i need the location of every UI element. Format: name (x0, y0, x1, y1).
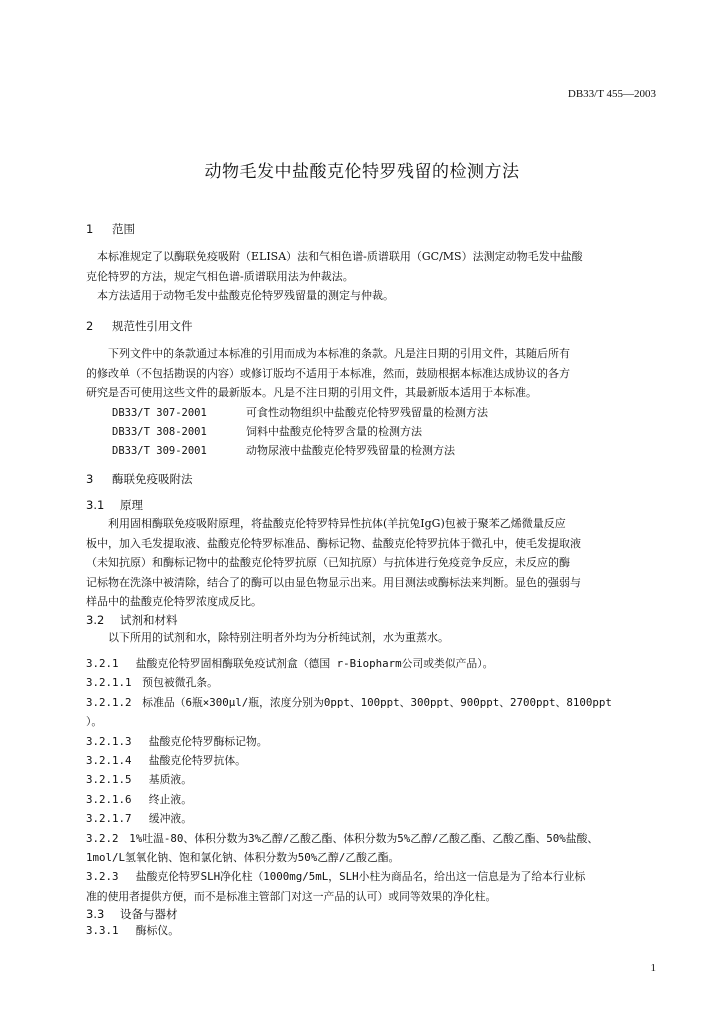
reference-item (112, 442, 455, 458)
paragraph-line: 记标物在洗涤中被清除，结合了的酶可以由显色物显示出来。用目测法或酶标法来判断。显色的强弱与 (86, 575, 581, 589)
section-1-body (86, 247, 658, 306)
paragraph-line: 样品中的盐酸克伦特罗浓度成反比。 (86, 595, 262, 609)
paragraph-line: 以下所用的试剂和水，除特别注明者外均为分析纯试剂，水为重蒸水。 (86, 631, 449, 644)
list-item: 3.2.1.7 缓冲液。 (86, 812, 192, 826)
list-item: 3.2.3 盐酸克伦特罗SLH净化柱（1000mg/5mL，SLH小柱为商品名，给出这一信息是为了给本行业标 (86, 870, 586, 884)
page-title: 动物毛发中盐酸克伦特罗残留的检测方法 (204, 162, 520, 182)
paragraph-line: 下列文件中的条款通过本标准的引用而成为本标准的条款。凡是注日期的引用文件，其随后所有 (86, 347, 570, 360)
section-title: 规范性引用文件 (112, 319, 193, 333)
list-item: 3.3.1 酶标仪。 (86, 924, 179, 937)
section-3-2-intro (86, 628, 658, 648)
list-item: 3.2.1.1 预包被微孔条。 (86, 676, 218, 690)
reference-name: 可食性动物组织中盐酸克伦特罗残留量的检测方法 (246, 406, 488, 419)
section-number: 3.3 (86, 907, 105, 921)
list-item: 3.2.1.2 标准品（6瓶×300μl/瓶，浓度分别为0ppt、100ppt、300ppt、900ppt、2700ppt、8100ppt (86, 695, 612, 709)
paragraph-line: 板中，加入毛发提取液、盐酸克伦特罗标准品、酶标记物、盐酸克伦特罗抗体于微孔中，使毛发提取液 (86, 536, 581, 550)
reference-item (112, 404, 488, 420)
paragraph-line: 研究是否可使用这些文件的最新版本。凡是不注日期的引用文件，其最新版本适用于本标准。 (86, 386, 537, 400)
section-1-heading (86, 221, 135, 237)
list-item: 3.2.2 1%吐温-80、体积分数为3%乙醇/乙酸乙酯、体积分数为5%乙醇/乙酸乙酯、乙酸乙酯、50%盐酸、 (86, 831, 599, 845)
list-item: 准的使用者提供方便，而不是标准主管部门对这一产品的认可）或同等效果的净化柱。 (86, 889, 497, 903)
section-3-3-heading (86, 906, 178, 922)
paragraph-line: （未知抗原）和酶标记物中的盐酸克伦特罗抗原（已知抗原）与抗体进行免疫竞争反应，未反应的酶 (86, 556, 570, 570)
paragraph-line: 的修改单（不包括勘误的内容）或修订版均不适用于本标准，然而，鼓励根据本标准达成协议的各方 (86, 366, 570, 380)
section-title: 范围 (112, 222, 135, 236)
reference-item (112, 423, 422, 439)
paragraph-line: 克伦特罗的方法，规定气相色谱-质谱联用法为仲裁法。 (86, 269, 354, 283)
section-3-1-body (86, 514, 658, 612)
section-number: 2 (86, 319, 94, 333)
list-item: 3.2.1 盐酸克伦特罗固相酶联免疫试剂盒（德国 r-Biopharm公司或类似产品）。 (86, 657, 494, 670)
section-title: 设备与器材 (120, 907, 178, 921)
section-3-2-items (86, 654, 658, 906)
section-number: 3 (86, 472, 94, 486)
section-number: 1 (86, 222, 94, 236)
section-3-2-heading (86, 612, 178, 628)
section-3-3-items (86, 921, 658, 941)
reference-code: DB33/T 308-2001 (112, 426, 207, 438)
paragraph-line: 本方法适用于动物毛发中盐酸克伦特罗残留量的测定与仲裁。 (86, 289, 394, 303)
list-item: ）。 (86, 715, 103, 729)
paragraph-line: 本标准规定了以酶联免疫吸附（ELISA）法和气相色谱-质谱联用（GC/MS）法测定动物毛发中盐酸 (86, 250, 583, 263)
section-number: 3.1 (86, 498, 105, 512)
list-item: 3.2.1.3 盐酸克伦特罗酶标记物。 (86, 734, 268, 748)
section-2-heading (86, 318, 193, 334)
reference-name: 饲料中盐酸克伦特罗含量的检测方法 (246, 425, 422, 438)
section-title: 酶联免疫吸附法 (112, 472, 193, 486)
reference-code: DB33/T 309-2001 (112, 445, 207, 457)
reference-code: DB33/T 307-2001 (112, 407, 207, 419)
list-item: 3.2.1.4 盐酸克伦特罗抗体。 (86, 754, 246, 768)
section-3-1-heading (86, 497, 143, 513)
section-title: 试剂和材料 (120, 613, 178, 627)
section-2-body (86, 344, 658, 403)
paragraph-line: 利用固相酶联免疫吸附原理，将盐酸克伦特罗特异性抗体(羊抗兔IgG)包被于聚苯乙烯微量反应 (86, 517, 566, 530)
document-number: DB33/T 455—2003 (567, 88, 656, 100)
section-number: 3.2 (86, 613, 105, 627)
list-item: 1mol/L氢氧化钠、饱和氯化钠、体积分数为50%乙醇/乙酸乙酯。 (86, 851, 400, 865)
page-number: 1 (650, 962, 656, 974)
list-item: 3.2.1.6 终止液。 (86, 792, 192, 806)
section-title: 原理 (120, 498, 143, 512)
reference-name: 动物尿液中盐酸克伦特罗残留量的检测方法 (246, 444, 455, 457)
section-3-heading (86, 471, 193, 487)
list-item: 3.2.1.5 基质液。 (86, 773, 192, 787)
